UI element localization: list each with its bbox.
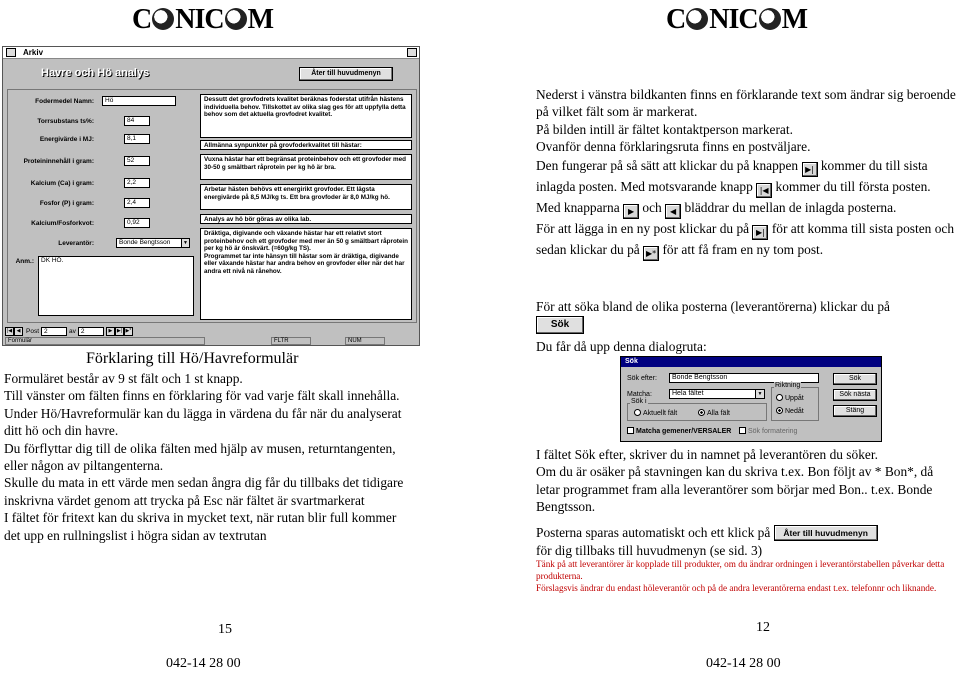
back-to-main-menu-button[interactable]: Åter till huvudmenyn [299, 67, 393, 81]
first-record-icon[interactable]: |◀ [6, 328, 13, 334]
radio-all-fields[interactable] [698, 409, 730, 417]
info-program-text: Programmet tar inte hänsyn till hästar som är dräktiga, digivande eller växande hästar har andra behov en grovfoder eller när det har andra ett nivå nä rånehov. [204, 252, 405, 275]
form-panel [7, 89, 417, 323]
prev-record-icon: ◀ [665, 204, 681, 219]
text-fragment: kommer du till första posten. [775, 178, 931, 194]
footer-phone: 042-14 28 00 [166, 656, 241, 671]
supplier-combobox[interactable] [116, 238, 190, 248]
match-value: Hela fältet [672, 390, 704, 397]
form-title: Havre och Hö analys [41, 67, 150, 79]
logo-circle-icon [686, 8, 708, 30]
logo-circle-icon [225, 8, 247, 30]
logo-circle-icon [152, 8, 174, 30]
logo-letter: M [247, 4, 274, 35]
dialog-title: Sök [621, 357, 881, 367]
explanation-text [4, 370, 414, 544]
radio-selected-icon [698, 409, 705, 416]
find-next-button[interactable]: Sök nästa [833, 389, 877, 401]
field-label-protein: Proteininnehåll i gram: [23, 158, 94, 165]
field-label-note: Anm.: [15, 258, 34, 265]
prev-record-icon[interactable]: ◀ [14, 327, 23, 336]
record-navigator [3, 325, 419, 345]
text-fragment: Den fungerar på så sätt att klickar du på knappen [536, 157, 799, 173]
find-button[interactable]: Sök [833, 373, 877, 385]
paragraph: Under Hö/Havreformulär kan du lägga in värdena du får när du analyserat ditt hö och din havre. [4, 405, 402, 439]
logo-letter: C [132, 4, 152, 35]
checkbox-search-format[interactable] [739, 427, 797, 435]
text-fragment: för att få fram en ny tom post. [662, 241, 824, 257]
radio-icon [776, 394, 783, 401]
status-mode: Formulär [5, 337, 205, 345]
of-label: av [69, 328, 76, 335]
radio-current-field[interactable] [634, 409, 677, 417]
field-input-calcium[interactable]: 2,2 [124, 178, 150, 188]
paragraph: På bilden intill är fältet kontaktperson markerat. [536, 121, 793, 137]
checkbox-label: Matcha gemener/VERSALER [636, 428, 732, 435]
radio-up[interactable] [776, 394, 804, 402]
right-page [480, 0, 960, 676]
post-label: Post [26, 328, 40, 335]
field-input-protein[interactable]: 52 [124, 156, 150, 166]
next-record-icon: ▶ [623, 204, 639, 219]
close-button[interactable]: Stäng [833, 405, 877, 417]
search-in-group [627, 398, 767, 421]
warning-note: Förslagsvis ändrar du endast höleverantör och på de andra leverantörerna endast t.ex. telefonnr och liknande. [536, 583, 937, 594]
page-number: 12 [756, 620, 770, 635]
field-label-dry-matter: Torrsubstans ts%: [37, 118, 94, 125]
paragraph: Skulle du mata in ett värde men sedan ångra dig får du tillbaks det tidigare inskrivna värdet genom att trycka på Esc när fältet är svartmarkerat [4, 475, 404, 508]
logo-letter: C [666, 4, 686, 35]
paragraph: Du förflyttar dig till de olika fälten med hjälp av musen, returntangenten, eller någon av piltangenterna. [4, 440, 396, 474]
paragraph [536, 156, 956, 198]
supplier-value: Bonde Bengtsson [119, 239, 171, 246]
info-box-energy: Arbetar hästen behövs ett energirikt grovfoder. Ett lägsta energivärde på 8,5 MJ/kg ts. Ett bra grovfoder är 8,0 MJ/kg hö. [200, 184, 412, 210]
text-fragment: bläddrar du mellan de inlagda posterna. [684, 199, 897, 215]
search-in-label: Sök i [631, 398, 647, 405]
field-label-phosphorus: Fosfor (P) i gram: [39, 200, 94, 207]
radio-label: Uppåt [785, 395, 804, 402]
paragraph: Ovanför denna förklaringsruta finns en postväljare. [536, 139, 811, 155]
status-fltr: FLTR [271, 337, 311, 345]
first-record-icon: |◀ [756, 183, 772, 198]
new-record-icon: ▶* [643, 246, 659, 261]
match-select[interactable] [669, 389, 765, 399]
text-fragment: kommer du till sista inlagda posten. Med motsvarande knapp [536, 157, 928, 194]
status-line [5, 337, 417, 345]
field-input-ca-p-ratio[interactable]: 0,92 [124, 218, 150, 228]
status-num: NUM [345, 337, 385, 345]
find-label: Sök efter: [627, 375, 657, 382]
window-close-icon[interactable] [407, 48, 417, 57]
last-record-icon[interactable]: ▶| [116, 328, 122, 334]
section-heading: Förklaring till Hö/Havreformulär [86, 350, 299, 367]
menu-arkiv[interactable]: Arkiv [23, 48, 44, 57]
logo-letters: NIC [175, 4, 224, 35]
checkbox-icon [739, 427, 746, 434]
info-box-general-heading: Allmänna synpunkter på grovfoderkvalitet till hästar: [200, 140, 412, 150]
search-dialog [620, 356, 882, 442]
paragraph: Formuläret består av 9 st fält och 1 st knapp. [4, 371, 243, 386]
paragraph: Till vänster om fälten finns en förklaring för vad varje fält skall innehålla. [4, 388, 400, 404]
intro-text [536, 86, 956, 261]
radio-selected-icon [776, 407, 783, 414]
field-input-phosphorus[interactable]: 2,4 [124, 198, 150, 208]
text-fragment: Med knapparna [536, 199, 620, 215]
logo-circle-icon [759, 8, 781, 30]
logo-letters: NIC [709, 4, 758, 35]
radio-down[interactable] [776, 407, 804, 415]
text-fragment: för att komma till sista posten och sedan klickar du på [536, 220, 955, 257]
field-label-energy: Energivärde i MJ: [39, 136, 94, 143]
dialog-intro: Du får då upp denna dialogruta: [536, 339, 707, 354]
radio-label: Nedåt [785, 408, 804, 415]
warning-notes [536, 558, 956, 595]
text-fragment: för dig tillbaks till huvudmenyn (se sid. 3) [536, 543, 763, 558]
back-to-main-menu-sample: Åter till huvudmenyn [774, 525, 878, 541]
search-intro: För att söka bland de olika posterna (leverantörerna) klickar du på [536, 299, 890, 314]
conicom-logo [666, 4, 807, 36]
info-box-pregnant [200, 228, 412, 320]
checkbox-match-case[interactable] [627, 427, 731, 435]
menu-bar [3, 47, 419, 59]
note-textarea[interactable]: DK HÖ. [38, 256, 194, 316]
checkbox-icon [627, 427, 634, 434]
checkbox-label: Sök formatering [748, 428, 798, 435]
dropdown-arrow-icon[interactable]: ▼ [755, 390, 764, 398]
info-pregnant-text: Dräktiga, digivande och växande hästar har ett relativt stort proteinbehov och ett grovfoder med mer än 50 g smältbart råprotein per kg hö är önskvärt. (=60g/kg TS). [204, 230, 408, 253]
record-nav-row [5, 327, 133, 336]
field-label-calcium: Kalcium (Ca) i gram: [30, 180, 94, 187]
search-button-sample: Sök [536, 316, 584, 334]
paragraph [536, 198, 956, 219]
footer-phone: 042-14 28 00 [706, 656, 781, 671]
logo-letter: M [781, 4, 808, 35]
match-label: Matcha: [627, 391, 652, 398]
info-box-general: Dessutt det grovfodrets kvalitet beräknas foderstat utifrån hästens individuella behov. Tillskottet av olika slag ges för att uppfylla detta behov som det aktuella grovfodret kvalitet. [200, 94, 412, 138]
field-input-dry-matter[interactable]: 84 [124, 116, 150, 126]
find-input[interactable]: Bonde Bengtsson [669, 373, 819, 383]
field-label-supplier: Leverantör: [58, 240, 94, 247]
paragraph: I fältet Sök efter, skriver du in namnet på leverantören du söker. [536, 447, 878, 462]
page-number: 15 [218, 622, 232, 637]
radio-label: Alla fält [707, 410, 730, 417]
field-input-energy[interactable]: 8,1 [124, 134, 150, 144]
search-explanation [536, 446, 956, 516]
field-input-name[interactable]: Hö [102, 96, 176, 106]
text-fragment: och [642, 199, 662, 215]
save-explanation [536, 524, 956, 560]
text-fragment: För att lägga in en ny post klickar du på [536, 220, 750, 236]
dropdown-arrow-icon[interactable]: ▼ [181, 239, 189, 247]
field-label-ca-p-ratio: Kalcium/Fosforkvot: [31, 220, 94, 227]
next-record-icon[interactable]: ▶ [106, 327, 115, 336]
post-number-field[interactable]: 2 [41, 327, 67, 336]
last-record-icon: ▶| [802, 162, 818, 177]
info-box-protein: Vuxna hästar har ett begränsat proteinbehov och ett grovfoder med 30-50 g smältbart råprotein per kg hö är bra. [200, 154, 412, 180]
direction-group [771, 382, 819, 421]
direction-label: Riktning [775, 382, 801, 389]
radio-icon [634, 409, 641, 416]
paragraph: Nederst i vänstra bildkanten finns en förklarande text som ändrar sig beroende på vilket fält som är markerat. [536, 87, 956, 120]
info-box-lab: Analys av hö bör göras av olika lab. [200, 214, 412, 224]
warning-note: Tänk på att leverantörer är kopplade till produkter, om du ändrar ordningen i leverantörstabellen påverkar detta produkterna. [536, 559, 945, 582]
radio-label: Aktuellt fält [643, 410, 678, 417]
text-fragment: Posterna sparas automatiskt och ett klick på [536, 525, 771, 540]
hay-oat-form-window [2, 46, 420, 346]
paragraph: I fältet för fritext kan du skriva in mycket text, när rutan blir full kommer det upp en rullningslist i högra sidan av textrutan [4, 510, 397, 543]
field-label-name: Fodermedel Namn: [35, 98, 94, 105]
conicom-logo [132, 4, 273, 36]
last-record-icon: ▶| [752, 225, 768, 240]
paragraph [536, 219, 956, 261]
post-total-field: 2 [78, 327, 104, 336]
new-record-icon[interactable]: ▶* [125, 328, 132, 334]
paragraph: Om du är osäker på stavningen kan du skriva t.ex. Bon följt av * Bon*, då letar programmet fram alla leverantörer som börjar med Bon.. t.ex. Bonde Bengtsson. [536, 464, 934, 515]
system-menu-icon[interactable] [6, 48, 16, 57]
